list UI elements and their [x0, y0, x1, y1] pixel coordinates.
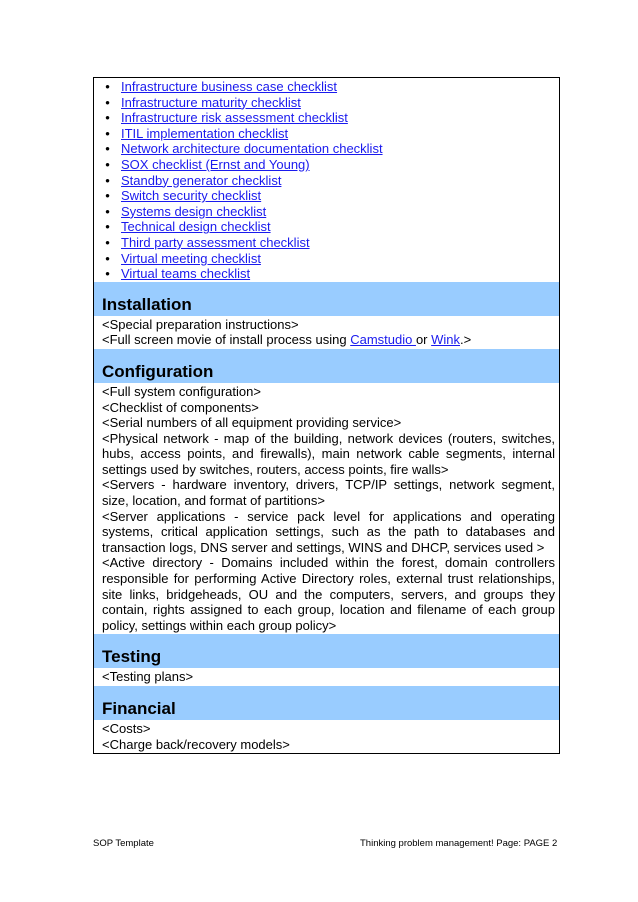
text-segment: or — [415, 332, 432, 348]
list-item — [94, 126, 559, 142]
checklist-link[interactable]: SOX checklist (Ernst and Young) — [121, 156, 310, 172]
configuration-line: <Checklist of components> — [102, 399, 259, 415]
checklist-link[interactable]: Technical design checklist — [121, 219, 271, 235]
list-item — [94, 204, 559, 220]
financial-line: <Charge back/recovery models> — [102, 736, 290, 752]
configuration-line: <Serial numbers of all equipment providing service> — [102, 415, 402, 431]
list-item — [94, 235, 559, 251]
camstudio-link[interactable]: Camstudio — [350, 332, 416, 348]
list-item — [94, 219, 559, 235]
bullet: • — [105, 79, 110, 94]
configuration-line: <Full system configuration> — [102, 383, 261, 399]
list-item — [94, 251, 559, 267]
bullet: • — [105, 266, 110, 282]
checklist-link[interactable]: Standby generator checklist — [121, 172, 282, 188]
bullet: • — [105, 219, 110, 235]
list-item — [94, 173, 559, 189]
installation-line: <Special preparation instructions> — [102, 316, 299, 332]
testing-body — [94, 668, 559, 686]
checklist-links — [94, 78, 559, 282]
testing-heading: Testing — [94, 634, 559, 668]
financial-heading: Financial — [94, 686, 559, 720]
checklist-link[interactable]: Virtual teams checklist — [121, 266, 251, 282]
text-segment: .> — [460, 332, 472, 348]
checklist-link[interactable]: Systems design checklist — [121, 203, 267, 219]
financial-line: <Costs> — [102, 721, 151, 736]
list-item — [94, 266, 559, 282]
checklist-link[interactable]: Switch security checklist — [121, 188, 262, 204]
text-segment: <Full screen movie of install process using — [102, 332, 351, 348]
list-item — [94, 157, 559, 173]
configuration-line: <Active directory - Domains included within the forest, domain controllers responsible for performing Active Directory roles, external trust relationships, site links, bridgeheads, OU and the computers, servers, and groups they contain, rights assigned to each group, location and filename of each group policy, settings within each group policy> — [102, 555, 555, 633]
configuration-line: <Physical network - map of the building, network devices (routers, switches, hubs, access points, and firewalls), main network cable segments, internal settings used by switches, routers, access points, fire walls> — [102, 430, 555, 477]
financial-body — [94, 720, 559, 753]
testing-line: <Testing plans> — [102, 669, 194, 685]
checklist-link[interactable]: Virtual meeting checklist — [121, 250, 261, 266]
bullet: • — [105, 125, 110, 141]
sop-table — [93, 77, 560, 754]
bullet: • — [105, 141, 110, 157]
checklist-link[interactable]: Infrastructure risk assessment checklist — [121, 110, 348, 126]
checklist-link[interactable]: Third party assessment checklist — [121, 234, 310, 250]
bullet: • — [105, 203, 110, 219]
checklist-link[interactable]: Network architecture documentation checklist — [121, 141, 383, 157]
bullet: • — [105, 94, 110, 110]
bullet: • — [105, 234, 110, 250]
bullet: • — [105, 188, 110, 204]
list-item — [94, 110, 559, 126]
installation-heading: Installation — [94, 282, 559, 316]
installation-body — [94, 316, 559, 349]
checklist-link[interactable]: ITIL implementation checklist — [121, 125, 289, 141]
configuration-line: <Servers - hardware inventory, drivers, TCP/IP settings, network segment, size, location, and format of partitions> — [102, 477, 555, 509]
bullet: • — [105, 250, 110, 266]
list-item — [94, 188, 559, 204]
footer-right: Thinking problem management! Page: PAGE 2 — [360, 838, 558, 849]
installation-line — [102, 332, 555, 348]
list-item — [94, 141, 559, 157]
configuration-body — [94, 383, 559, 635]
checklist-link[interactable]: Infrastructure business case checklist — [121, 79, 338, 94]
list-item — [94, 79, 559, 95]
list-item — [94, 95, 559, 111]
wink-link[interactable]: Wink — [431, 332, 461, 348]
bullet: • — [105, 156, 110, 172]
configuration-heading: Configuration — [94, 349, 559, 383]
configuration-line: <Server applications - service pack level for applications and operating systems, critical application settings, such as the path to databases and transaction logs, DNS server and settings, WINS and DHCP, services used > — [102, 508, 555, 555]
footer-left: SOP Template — [93, 838, 154, 849]
checklist-link[interactable]: Infrastructure maturity checklist — [121, 94, 301, 110]
bullet: • — [105, 110, 110, 126]
bullet: • — [105, 172, 110, 188]
